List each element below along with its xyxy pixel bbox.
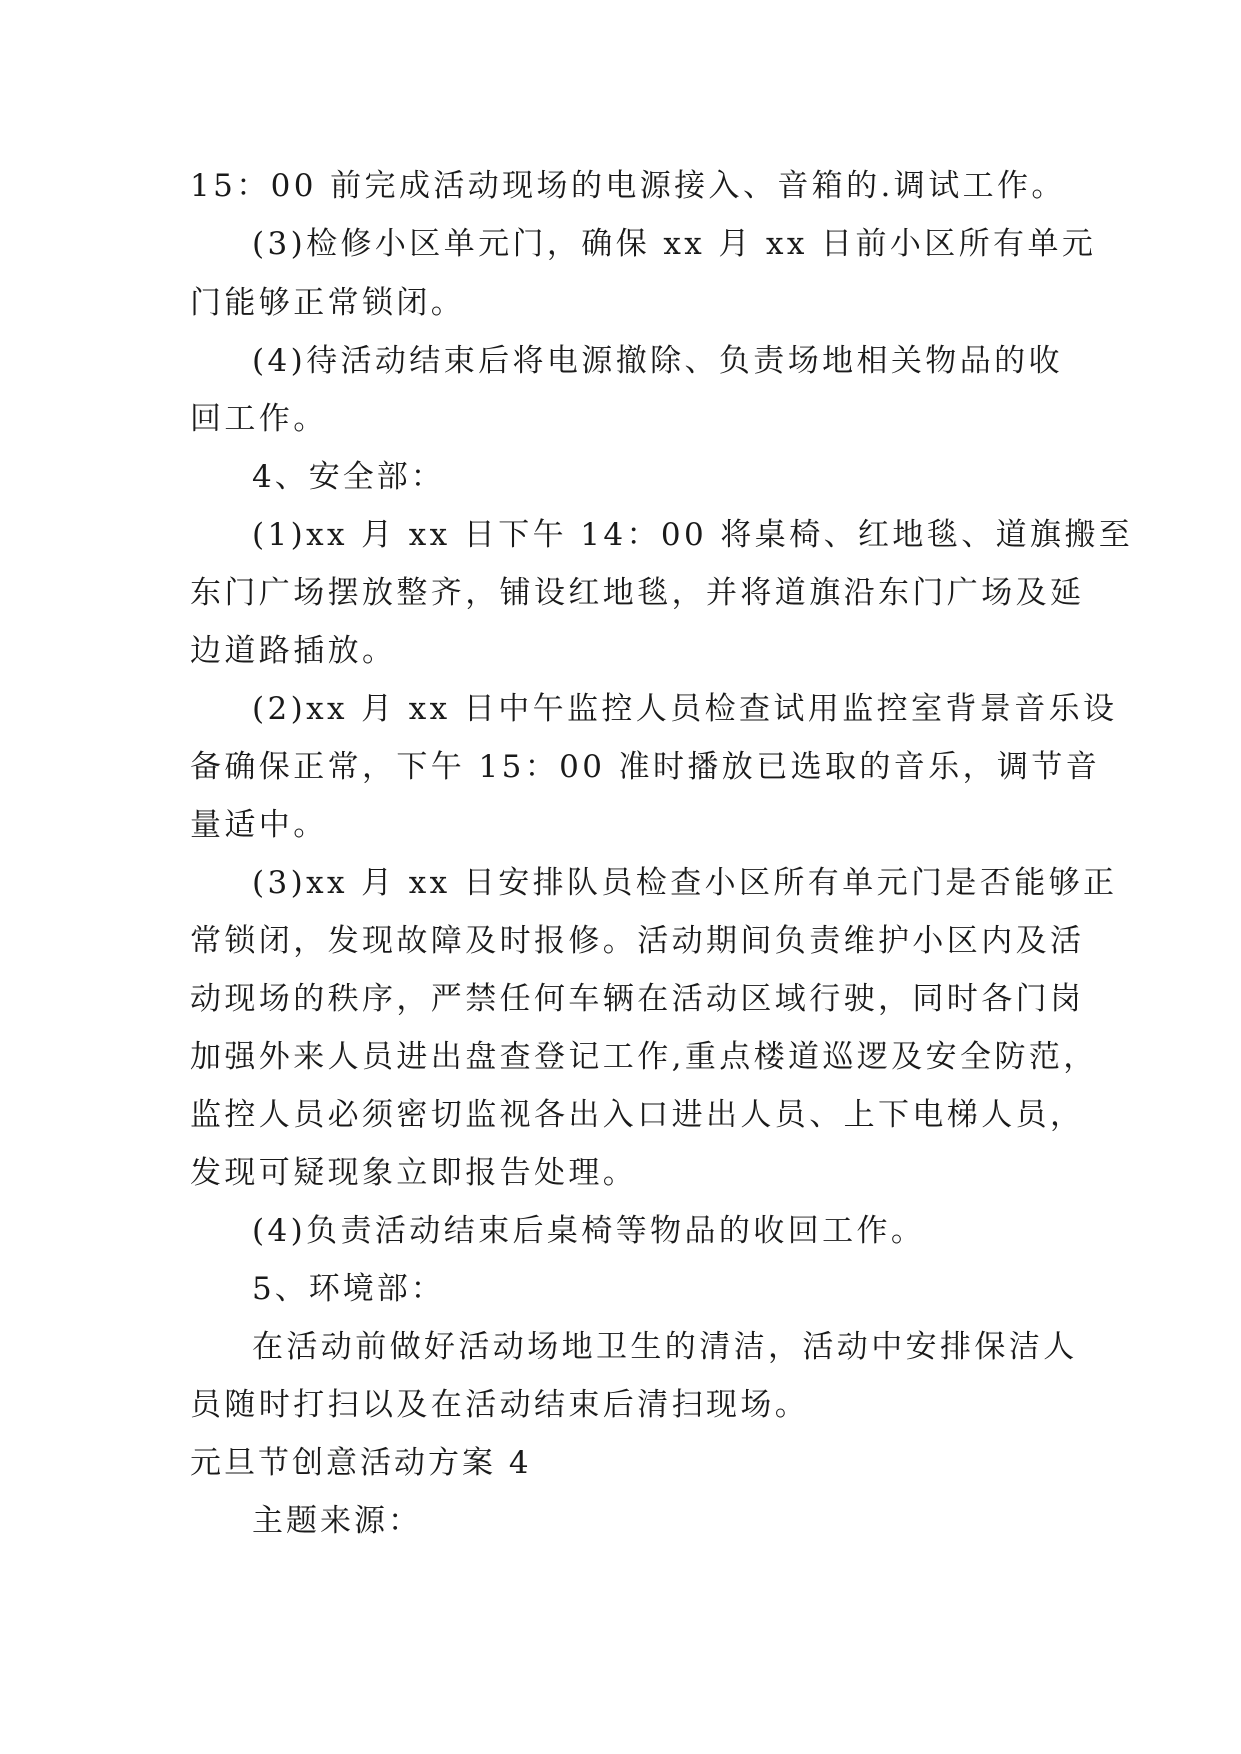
text-line: 发现可疑现象立即报告处理。 — [190, 1155, 638, 1191]
text-line: 监控人员必须密切监视各出入口进出人员、上下电梯人员， — [190, 1097, 1085, 1133]
text-line: (4)待活动结束后将电源撤除、负责场地相关物品的收 — [252, 343, 1063, 379]
text-line: 东门广场摆放整齐，铺设红地毯，并将道旗沿东门广场及延 — [190, 575, 1085, 611]
section-heading: 主题来源： — [252, 1503, 422, 1539]
section-heading: 5、环境部： — [252, 1271, 445, 1307]
text-line: (2)xx 月 xx 日中午监控人员检查试用监控室背景音乐设 — [252, 691, 1118, 727]
text-line: (1)xx 月 xx 日下午 14：00 将桌椅、红地毯、道旗搬至 — [252, 517, 1134, 553]
text-line: 员随时打扫以及在活动结束后清扫现场。 — [190, 1387, 810, 1423]
text-line: 动现场的秩序，严禁任何车辆在活动区域行驶，同时各门岗 — [190, 981, 1085, 1017]
text-line: (3)检修小区单元门，确保 xx 月 xx 日前小区所有单元 — [252, 226, 1097, 262]
text-line: 备确保正常，下午 15：00 准时播放已选取的音乐，调节音 — [190, 749, 1101, 785]
text-line: 边道路插放。 — [190, 633, 397, 669]
text-line: 在活动前做好活动场地卫生的清洁，活动中安排保洁人 — [252, 1329, 1078, 1365]
text-line: 回工作。 — [190, 401, 328, 437]
document-title: 元旦节创意活动方案 4 — [190, 1445, 532, 1481]
text-line: 加强外来人员进出盘查登记工作,重点楼道巡逻及安全防范， — [190, 1039, 1098, 1075]
text-line: 常锁闭，发现故障及时报修。活动期间负责维护小区内及活 — [190, 923, 1085, 959]
text-line: 15：00 前完成活动现场的电源接入、音箱的.调试工作。 — [190, 168, 1066, 204]
text-line: 量适中。 — [190, 807, 328, 843]
section-heading: 4、安全部： — [252, 459, 445, 495]
text-line: (4)负责活动结束后桌椅等物品的收回工作。 — [252, 1213, 926, 1249]
text-line: 门能够正常锁闭。 — [190, 285, 466, 321]
text-line: (3)xx 月 xx 日安排队员检查小区所有单元门是否能够正 — [252, 865, 1118, 901]
